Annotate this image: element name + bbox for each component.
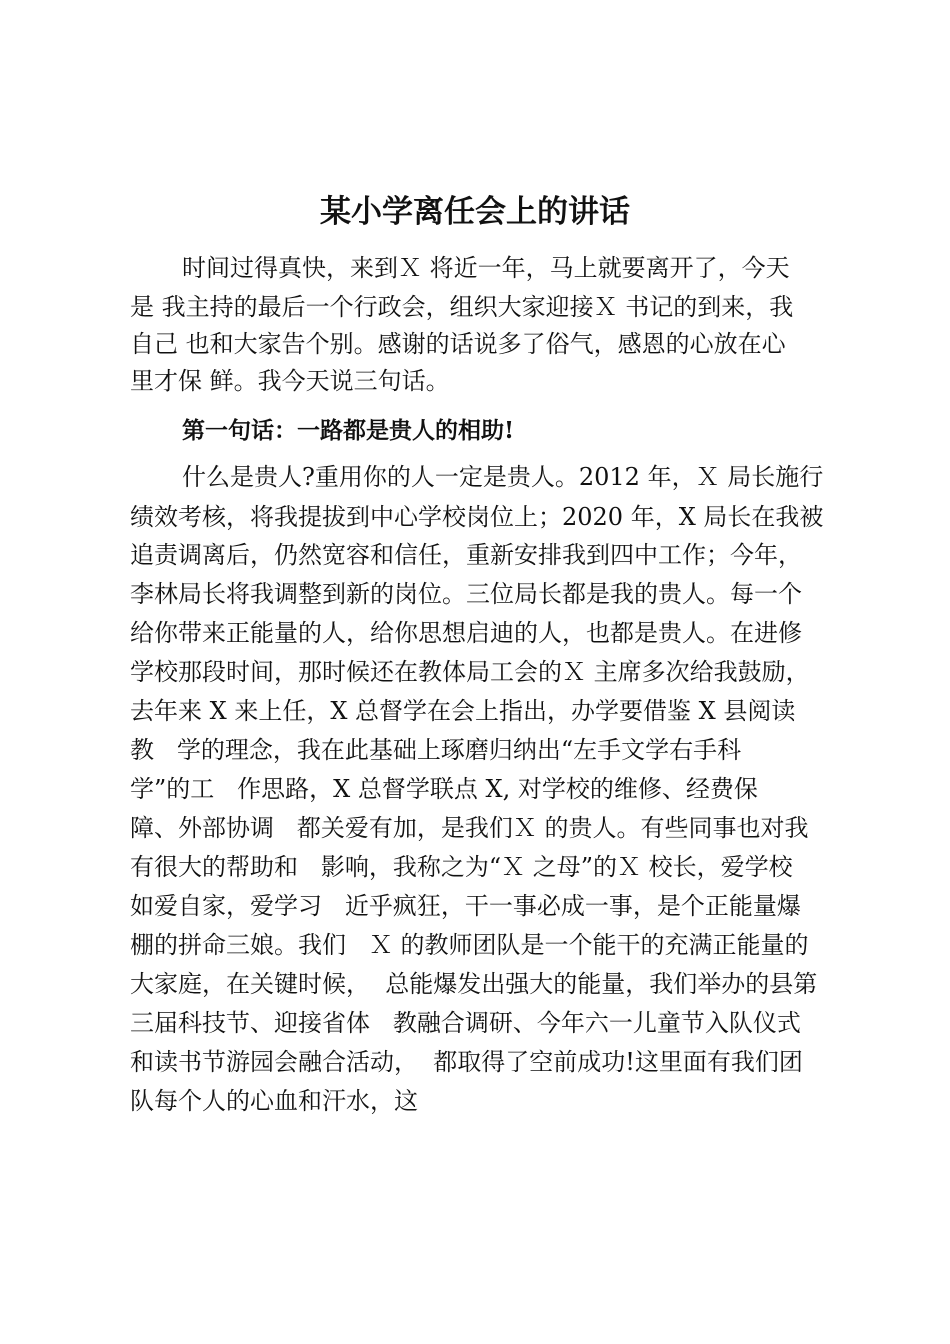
paragraph-line: 队每个人的心血和汗水，这 [130,1087,418,1115]
paragraph-line: 什么是贵人?重用你的人一定是贵人。2012 年，Ｘ 局长施行 [182,463,824,491]
paragraph-line: 绩效考核，将我提拔到中心学校岗位上；2020 年，X 局长在我被 [130,503,824,531]
paragraph-line: 自己 也和大家告个别。感谢的话说多了俗气，感恩的心放在心 [130,330,786,358]
paragraph-line: 如爱自家，爱学习 近乎疯狂，干一事必成一事，是个正能量爆 [130,892,801,920]
paragraph-line: 大家庭，在关键时候， 总能爆发出强大的能量，我们举办的县第 [130,970,818,998]
paragraph-line: 李林局长将我调整到新的岗位。三位局长都是我的贵人。每一个 [130,580,802,608]
paragraph-line: 教 学的理念，我在此基础上琢磨归纳出“左手文学右手科 [130,736,742,764]
paragraph-line: 学校那段时间，那时候还在教体局工会的Ｘ 主席多次给我鼓励， [130,658,810,686]
paragraph-line: 去年来 X 来上任，X 总督学在会上指出，办学要借鉴 X 县阅读 [130,697,796,725]
section-heading: 第一句话：一路都是贵人的相助! [182,417,515,444]
paragraph-line: 和读书节游园会融合活动， 都取得了空前成功!这里面有我们团 [130,1048,803,1076]
paragraph-line: 学”的工 作思路，X 总督学联点 X, 对学校的维修、经费保 [130,775,758,803]
paragraph-line: 是 我主持的最后一个行政会，组织大家迎接Ｘ 书记的到来，我 [130,293,794,321]
paragraph-line: 棚的拼命三娘。我们 Ｘ 的教师团队是一个能干的充满正能量的 [130,931,809,959]
paragraph-line: 里才保 鲜。我今天说三句话。 [130,367,450,395]
document-title: 某小学离任会上的讲话 [320,194,630,230]
paragraph-line: 给你带来正能量的人，给你思想启迪的人，也都是贵人。在进修 [130,619,802,647]
paragraph-line: 时间过得真快，来到Ｘ 将近一年，马上就要离开了，今天 [182,254,790,282]
paragraph-line: 三届科技节、迎接省体 教融合调研、今年六一儿童节入队仪式 [130,1009,801,1037]
paragraph-line: 追责调离后，仍然宽容和信任，重新安排我到四中工作；今年， [130,541,802,569]
paragraph-line: 有很大的帮助和 影响，我称之为“Ｘ 之母”的Ｘ 校长，爱学校 [130,853,793,881]
paragraph-line: 障、外部协调 都关爱有加，是我们Ｘ 的贵人。有些同事也对我 [130,814,809,842]
